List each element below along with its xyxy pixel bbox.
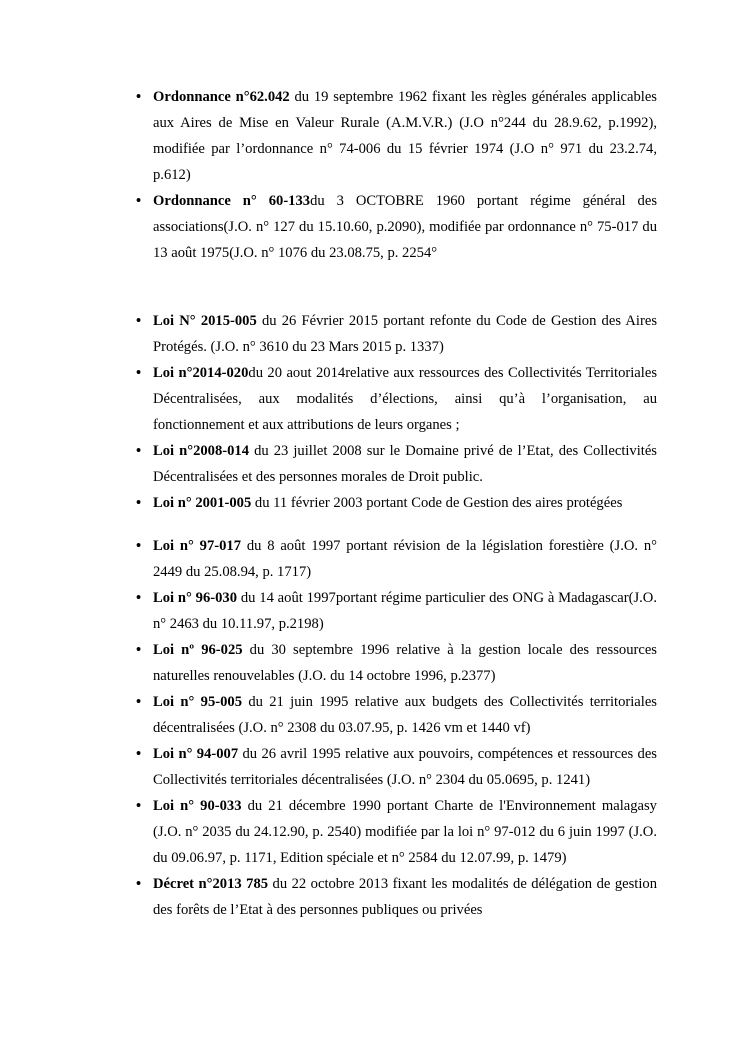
law-reference: Loi n° 96-030 [153, 590, 238, 606]
list-item [153, 308, 657, 360]
law-reference: Loi n° 94-007 [153, 746, 239, 762]
list-item [153, 741, 657, 793]
law-reference: Loi nº 96-025 [153, 642, 243, 658]
law-list-group-lois-anciennes [153, 533, 657, 923]
list-item [153, 360, 657, 438]
law-reference: Loi n° 95-005 [153, 694, 243, 710]
list-item [153, 84, 657, 188]
law-description: du 11 février 2003 portant Code de Gestion des aires protégées [251, 495, 623, 511]
law-description: du 26 avril 1995 relative aux pouvoirs, compétences et ressources des Collectivités territoriales décentralisées (J.O. n° 2304 du 05.0695, p. 1241) [153, 746, 657, 788]
law-description: du 21 décembre 1990 portant Charte de l'Environnement malagasy (J.O. n° 2035 du 24.12.90, p. 2540) modifiée par la loi n° 97-012 du 6 juin 1997 (J.O. du 09.06.97, p. 1171, Edition spéciale et n° 2584 du 12.07.99, p. 1479) [153, 798, 657, 866]
document-body [153, 84, 657, 923]
law-description: du 19 septembre 1962 fixant les règles générales applicables aux Aires de Mise en Valeur Rurale (A.M.V.R.) (J.O n°244 du 28.9.62, p.1992), modifiée par l’ordonnance n° 74-006 du 15 février 1974 (J.O n° 971 du 23.2.74, p.612) [153, 89, 657, 183]
list-item [153, 438, 657, 490]
list-item [153, 490, 657, 516]
law-description: du 30 septembre 1996 relative à la gestion locale des ressources naturelles renouvelables (J.O. du 14 octobre 1996, p.2377) [153, 642, 657, 684]
law-reference: Loi n° 90-033 [153, 798, 242, 814]
law-reference: Loi n° 97-017 [153, 538, 242, 554]
list-item [153, 188, 657, 266]
law-description: du 23 juillet 2008 sur le Domaine privé de l’Etat, des Collectivités Décentralisées et des personnes morales de Droit public. [153, 443, 657, 485]
list-item [153, 637, 657, 689]
law-description: du 20 aout 2014relative aux ressources des Collectivités Territoriales Décentralisées, aux modalités d’élections, ainsi qu’à l’organisation, au fonctionnement et aux attributions de leurs organes ; [153, 365, 657, 433]
law-reference: Loi N° 2015-005 [153, 313, 257, 329]
law-description: du 22 octobre 2013 fixant les modalités de délégation de gestion des forêts de l’Etat à des personnes publiques ou privées [153, 876, 657, 918]
law-reference: Ordonnance n°62.042 [153, 89, 290, 105]
list-item [153, 871, 657, 923]
law-reference: Loi n° 2001-005 [153, 495, 252, 511]
law-description: du 14 août 1997portant régime particulier des ONG à Madagascar(J.O. n° 2463 du 10.11.97, p.2198) [153, 590, 657, 632]
law-reference: Loi n°2008-014 [153, 443, 250, 459]
law-description: du 26 Février 2015 portant refonte du Code de Gestion des Aires Protégés. (J.O. n° 3610 du 23 Mars 2015 p. 1337) [153, 313, 657, 355]
law-description: du 8 août 1997 portant révision de la législation forestière (J.O. n° 2449 du 25.08.94, p. 1717) [153, 538, 657, 580]
list-item [153, 689, 657, 741]
law-list-group-lois-recentes [153, 308, 657, 516]
law-list-group-ordonnances [153, 84, 657, 266]
law-reference: Ordonnance n° 60-133 [153, 193, 311, 209]
list-item [153, 585, 657, 637]
list-item [153, 533, 657, 585]
law-description: du 3 OCTOBRE 1960 portant régime général des associations(J.O. n° 127 du 15.10.60, p.2090), modifiée par ordonnance n° 75-017 du 13 août 1975(J.O. n° 1076 du 23.08.75, p. 2254° [153, 193, 658, 261]
law-description: du 21 juin 1995 relative aux budgets des Collectivités territoriales décentralisées (J.O. n° 2308 du 03.07.95, p. 1426 vm et 1440 vf) [153, 694, 657, 736]
law-reference: Loi n°2014-020 [153, 365, 249, 381]
law-reference: Décret n°2013 785 [153, 876, 269, 892]
list-item [153, 793, 657, 871]
